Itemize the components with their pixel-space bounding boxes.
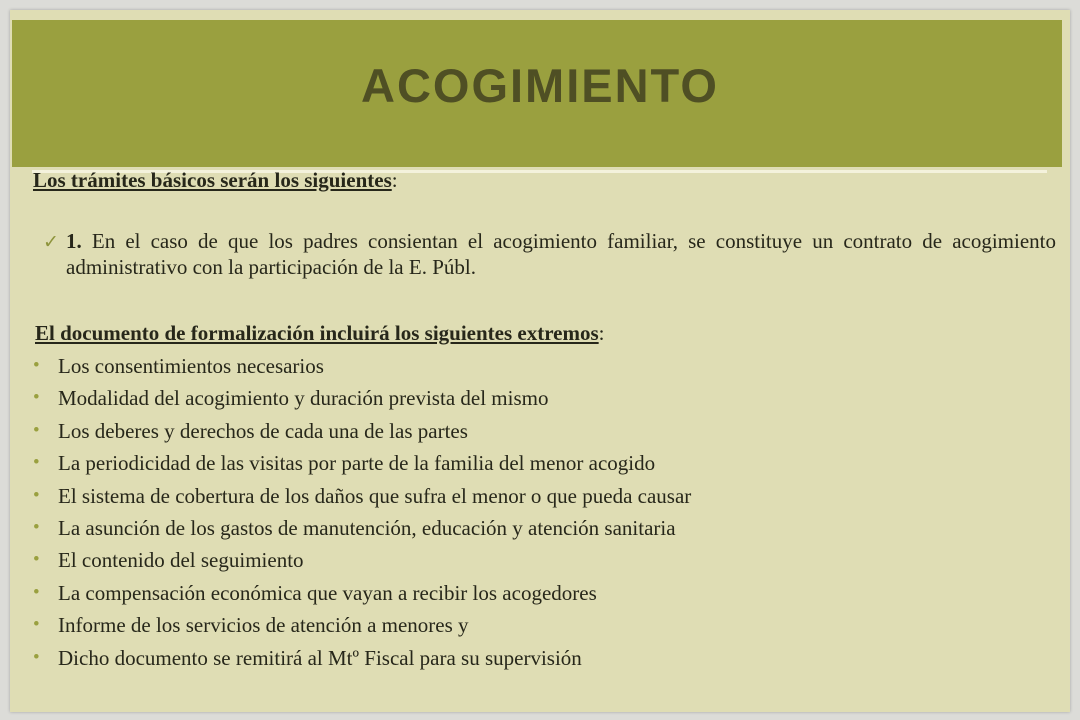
list-item-text: Informe de los servicios de atención a menores y — [58, 613, 469, 638]
heading-basic-procedures-colon: : — [391, 168, 398, 192]
bullet-icon: • — [33, 646, 40, 668]
check-item-number: 1. — [66, 229, 82, 253]
slide-title: ACOGIMIENTO — [361, 59, 719, 112]
list-item-text: El contenido del seguimiento — [58, 548, 304, 573]
check-icon: ✓ — [43, 232, 59, 253]
list-item — [33, 480, 691, 512]
list-item-text: La asunción de los gastos de manutención, educación y atención sanitaria — [58, 515, 676, 540]
heading-basic-procedures — [33, 168, 398, 193]
list-item-text: Modalidad del acogimiento y duración prevista del mismo — [58, 386, 549, 411]
list-item — [33, 382, 691, 414]
list-item-text: La compensación económica que vayan a recibir los acogedores — [58, 580, 597, 605]
list-item — [33, 642, 691, 674]
heading-document-extremes-colon: : — [598, 321, 605, 345]
list-item-text: La periodicidad de las visitas por parte de la familia del menor acogido — [58, 451, 656, 476]
bullet-icon: • — [33, 419, 40, 441]
check-item-text — [66, 228, 1056, 280]
bullet-icon: • — [33, 581, 40, 603]
bullet-icon: • — [33, 516, 40, 538]
list-item — [33, 447, 691, 479]
list-item — [33, 512, 691, 544]
bullet-icon: • — [33, 549, 40, 571]
bullet-icon: • — [33, 614, 40, 636]
bullet-icon: • — [33, 484, 40, 506]
list-item-text: Dicho documento se remitirá al Mtº Fiscal para su supervisión — [58, 645, 582, 670]
list-item-text: Los deberes y derechos de cada una de las partes — [58, 418, 468, 443]
list-item — [33, 415, 691, 447]
list-item-text: Los consentimientos necesarios — [58, 354, 324, 378]
check-item-body: En el caso de que los padres consientan el acogimiento familiar, se constituye un contrato de acogimiento administrativo con la participación de la E. Públ. — [66, 229, 1056, 279]
heading-document-extremes — [35, 321, 605, 346]
bullet-icon: • — [33, 452, 40, 474]
list-item-text: El sistema de cobertura de los daños que sufra el menor o que pueda causar — [58, 483, 692, 508]
list-item — [33, 577, 691, 609]
extremes-list — [33, 350, 691, 674]
list-item — [33, 350, 691, 382]
list-item — [33, 544, 691, 576]
list-item — [33, 609, 691, 641]
heading-basic-procedures-text: Los trámites básicos serán los siguientes — [33, 168, 392, 192]
bullet-icon: • — [33, 355, 40, 376]
heading-document-extremes-text: El documento de formalización incluirá los siguientes extremos — [35, 321, 599, 345]
bullet-icon: • — [33, 387, 40, 409]
